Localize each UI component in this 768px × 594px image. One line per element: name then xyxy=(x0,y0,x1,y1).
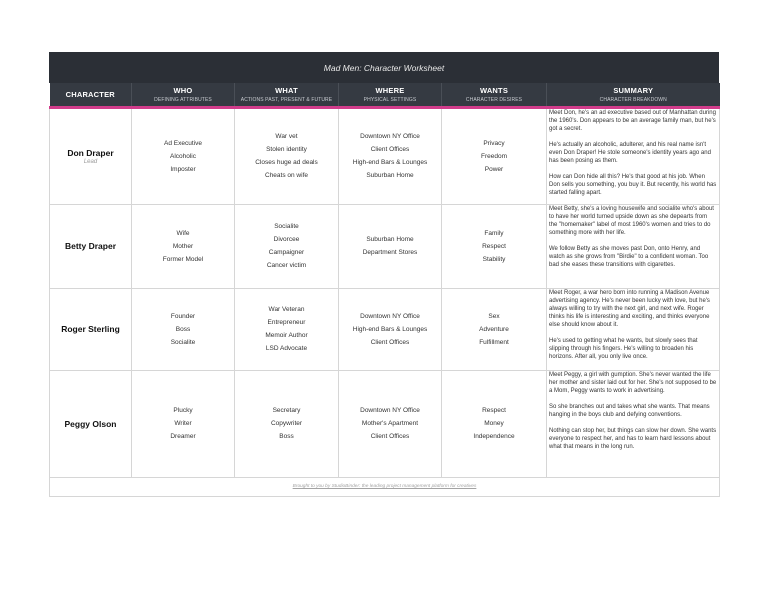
table-row xyxy=(50,107,720,204)
where-item: Downtown NY Office xyxy=(360,407,420,414)
what-item: War vet xyxy=(275,133,298,140)
wants-cell xyxy=(442,288,547,370)
wants-item: Freedom xyxy=(480,152,507,160)
summary-paragraph: Meet Peggy, a girl with gumption. She's never wanted the life her mother and sister laid out for her. She's not supposed to be a Mom, Peggy wants to work in advertising. xyxy=(549,371,717,394)
what-item: Socialite xyxy=(274,223,299,230)
character-cell xyxy=(50,107,132,204)
who-item: Alcoholic xyxy=(169,152,196,160)
summary-paragraph: How can Don hide all this? He's that good at his job. When Don sells you something, you buy it. But recently, his world has started falling apart. xyxy=(549,173,717,196)
who-item: Imposter xyxy=(170,165,196,173)
what-item: Boss xyxy=(279,433,294,440)
where-cell xyxy=(339,204,442,288)
where-item: High-end Bars & Lounges xyxy=(352,159,428,166)
where-cell xyxy=(339,288,442,370)
summary-cell xyxy=(547,370,720,477)
what-item: LSD Advocate xyxy=(265,345,308,352)
where-item: Department Stores xyxy=(362,249,418,256)
table-row xyxy=(50,204,720,288)
summary-paragraph: So she branches out and takes what she wants. That means hanging in the boys club and defying conventions. xyxy=(549,403,710,418)
where-item: Suburban Home xyxy=(366,172,414,179)
who-item: Wife xyxy=(176,229,190,237)
what-cell xyxy=(235,370,339,477)
what-cell xyxy=(235,204,339,288)
who-item: Former Model xyxy=(162,255,204,263)
wants-cell xyxy=(442,204,547,288)
where-item: Client Offices xyxy=(370,338,410,346)
header-wants: WANTS CHARACTER DESIRES xyxy=(442,83,547,107)
header-where: WHERE PHYSICAL SETTINGS xyxy=(339,83,442,107)
what-item: Copywriter xyxy=(270,420,303,427)
summary-cell xyxy=(547,204,720,288)
who-item: Boss xyxy=(175,325,191,333)
wants-item: Respect xyxy=(482,407,506,414)
who-item: Plucky xyxy=(173,407,193,414)
header-what: WHAT ACTIONS PAST, PRESENT & FUTURE xyxy=(235,83,339,107)
what-item: Cheats on wife xyxy=(265,172,308,179)
where-item: Downtown NY Office xyxy=(360,312,420,320)
wants-item: Power xyxy=(484,165,504,173)
wants-item: Stability xyxy=(482,255,506,263)
where-item: Suburban Home xyxy=(366,236,414,243)
header-summary: SUMMARY CHARACTER BREAKDOWN xyxy=(547,83,720,107)
wants-item: Fulfillment xyxy=(479,338,509,346)
where-item: Client Offices xyxy=(370,146,410,153)
what-item: War Veteran xyxy=(268,306,305,313)
summary-paragraph: We follow Betty as she moves past Don, onto Henry, and watch as she grows from "Birdie" to a confident woman. Too bad she eases these transitions with cigarettes. xyxy=(549,245,709,268)
summary-cell xyxy=(547,107,720,204)
summary-cell xyxy=(547,288,720,370)
wants-item: Family xyxy=(484,229,504,237)
character-table xyxy=(49,83,720,497)
character-cell xyxy=(50,288,132,370)
footer-row xyxy=(50,477,720,496)
footer-credit-link[interactable]: Brought to you by StudioBinder: the leading project management platform for creatives xyxy=(50,477,720,496)
wants-item: Respect xyxy=(482,242,506,250)
worksheet-title: Mad Men: Character Worksheet xyxy=(49,52,719,83)
character-name: Betty Draper xyxy=(64,241,117,251)
wants-item: Adventure xyxy=(479,325,509,333)
table-row xyxy=(50,288,720,370)
wants-cell xyxy=(442,370,547,477)
who-item: Socialite xyxy=(170,338,196,346)
who-cell xyxy=(132,288,235,370)
summary-paragraph: He's actually an alcoholic, adulterer, and his real name isn't even Don Draper! He stole someone's identity years ago and has been posing as them. xyxy=(549,141,711,164)
where-item: Client Offices xyxy=(370,433,410,440)
where-item: Mother's Apartment xyxy=(361,420,419,427)
what-item: Divorcee xyxy=(273,236,300,243)
character-worksheet xyxy=(49,52,719,497)
who-cell xyxy=(132,107,235,204)
where-item: High-end Bars & Lounges xyxy=(352,325,428,333)
who-cell xyxy=(132,204,235,288)
header-who: WHO DEFINING ATTRIBUTES xyxy=(132,83,235,107)
wants-item: Sex xyxy=(488,312,500,320)
where-cell xyxy=(339,107,442,204)
table-row xyxy=(50,370,720,477)
what-item: Secretary xyxy=(272,407,301,414)
summary-paragraph: Meet Don, he's an ad executive based out of Manhattan during the 1960's. Don appears to be an average family man, but he's got a secret. xyxy=(549,109,716,132)
who-item: Founder xyxy=(170,312,196,320)
what-item: Cancer victim xyxy=(266,262,307,269)
header-character: CHARACTER xyxy=(50,83,132,107)
wants-item: Independence xyxy=(473,433,515,440)
who-item: Ad Executive xyxy=(164,139,202,147)
summary-paragraph: He's used to getting what he wants, but slowly sees that slipping through his fingers. He's willing to broaden his horizons. After all, you only live once. xyxy=(549,337,698,360)
character-name: Roger Sterling xyxy=(61,324,120,334)
what-item: Stolen identity xyxy=(266,146,307,153)
who-item: Mother xyxy=(172,242,194,250)
who-item: Dreamer xyxy=(170,433,196,440)
character-cell xyxy=(50,370,132,477)
what-cell xyxy=(235,288,339,370)
what-cell xyxy=(235,107,339,204)
character-name: Peggy Olson xyxy=(64,418,117,429)
header-row xyxy=(50,83,720,107)
summary-paragraph: Meet Roger, a war hero born into running a Madison Avenue advertising agency. He's never been lucky with love, but he's always willing to try with the next girl, and next wife. Roger thinks his life is interesting and exciting, and thinks everyone else should know about it. xyxy=(549,289,710,328)
who-item: Writer xyxy=(174,420,192,427)
wants-cell xyxy=(442,107,547,204)
character-cell xyxy=(50,204,132,288)
what-item: Campaigner xyxy=(268,249,305,256)
where-item: Downtown NY Office xyxy=(360,133,420,140)
summary-paragraph: Meet Betty, she's a loving housewife and socialite who's about to have her world turned upside down as she depearts from the "homemaker" label of most 1960's women and tries to do something more with her life. xyxy=(549,205,714,236)
summary-paragraph: Nothing can stop her, but things can slow her down. She wants everyone to respect her, and has to learn hard lessons about what that means in the long run. xyxy=(549,427,717,450)
what-item: Closes huge ad deals xyxy=(255,159,318,166)
wants-item: Privacy xyxy=(483,139,505,147)
who-cell xyxy=(132,370,235,477)
where-cell xyxy=(339,370,442,477)
wants-item: Money xyxy=(484,420,504,427)
character-role: Lead xyxy=(83,158,98,165)
character-name: Don Draper xyxy=(67,147,114,158)
what-item: Entrepreneur xyxy=(267,319,306,326)
what-item: Memoir Author xyxy=(265,332,308,339)
